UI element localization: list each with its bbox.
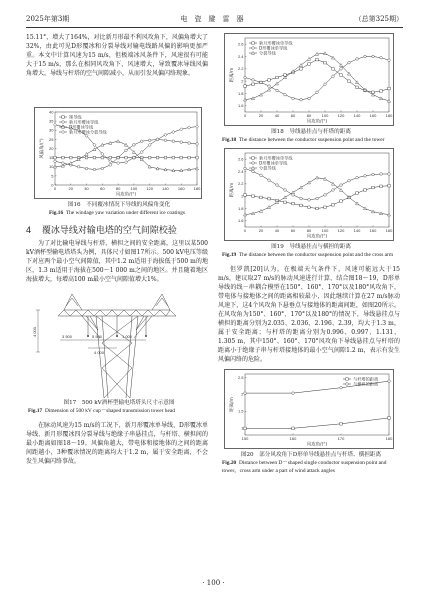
fig17-tower-diagram bbox=[26, 288, 208, 398]
fig19-data-point bbox=[291, 191, 294, 194]
section-title: 覆冰导线对输电塔的空气间隙校验 bbox=[41, 226, 177, 236]
fig16-data-point bbox=[164, 139, 167, 142]
fig18-ytick-label: 1.8 bbox=[237, 90, 244, 96]
fig18-data-point bbox=[324, 83, 327, 86]
fig16-legend-label: 新月形覆冰分裂导线 bbox=[69, 129, 107, 135]
section-number: 4 bbox=[26, 225, 32, 235]
fig16-data-point bbox=[172, 140, 175, 143]
fig16-data-point bbox=[172, 156, 175, 159]
fig16-data-point bbox=[109, 156, 112, 159]
fig17-caption-label: Fig.17 bbox=[28, 408, 43, 414]
fig19-data-point bbox=[268, 179, 271, 182]
fig19-data-point bbox=[276, 184, 279, 187]
left-column bbox=[26, 33, 208, 466]
fig18-data-point bbox=[331, 56, 334, 59]
fig18-data-point bbox=[251, 97, 254, 100]
fig18-data-point bbox=[268, 79, 271, 82]
fig16-data-point bbox=[180, 156, 183, 159]
section-heading bbox=[26, 223, 208, 236]
fig19-data-point bbox=[252, 195, 255, 198]
fig16-xtick-label: 0 bbox=[53, 186, 57, 191]
paragraph-1: 15.11°，增大了164%，对比新月形最不利风攻角下，风偏角增大了32%，由此可见D形覆冰和分裂导线对输电线路风偏的影响更加严重。本文中计算风速为15 m/s，但极端冰风条件下，风速很有可能大于15 m/s，那么在相同风攻角下，风速增大，导致覆冰导线风偏角增大，导线与杆塔的空气间隙减小，从而引发风偏闪络现象。 bbox=[26, 34, 208, 77]
fig16-data-point bbox=[109, 164, 112, 167]
fig19-data-point bbox=[308, 206, 311, 209]
fig19-data-point bbox=[340, 200, 343, 203]
fig16-xtick-label: 60 bbox=[100, 186, 105, 191]
fig16-xtick-label: 40 bbox=[84, 186, 89, 191]
fig18-caption-label: Fig.18 bbox=[222, 137, 237, 143]
fig16-data-point bbox=[156, 138, 159, 141]
page-header bbox=[26, 14, 403, 26]
fig16-data-point bbox=[125, 156, 128, 159]
fig18-xtick-label: 60 bbox=[290, 113, 296, 118]
fig16-data-point bbox=[53, 123, 56, 126]
fig20-data-point bbox=[244, 392, 247, 395]
fig20-data-point bbox=[340, 386, 343, 389]
fig16-xtick-label: 140 bbox=[162, 186, 169, 191]
fig19-ytick-label: 2.6 bbox=[237, 156, 244, 162]
fig19-xtick-label: 80 bbox=[306, 228, 312, 233]
fig20-xtick-label: 160 bbox=[289, 436, 297, 441]
fig19-data-point bbox=[355, 202, 358, 205]
fig18-data-point bbox=[388, 87, 391, 90]
fig18-xtick-label: 160 bbox=[369, 113, 377, 118]
fig19-xtick-label: 120 bbox=[337, 228, 345, 233]
fig18-data-point bbox=[332, 68, 335, 71]
fig18-legend-label: 新月形覆冰单导线 bbox=[259, 40, 293, 46]
fig18-xtick-label: 0 bbox=[243, 113, 247, 118]
fig16-xtick-label: 80 bbox=[115, 186, 121, 191]
fig19-data-point bbox=[371, 210, 374, 213]
fig18-legend-marker bbox=[252, 47, 255, 50]
fig18-data-point bbox=[260, 81, 263, 84]
fig16-data-point bbox=[195, 125, 198, 128]
fig16-data-point bbox=[124, 160, 127, 163]
fig19-data-point bbox=[372, 186, 375, 189]
issue-label: 2025年第3期 bbox=[26, 15, 70, 23]
fig20-series-line bbox=[245, 418, 389, 429]
fig20-caption-en bbox=[218, 459, 400, 475]
fig18-data-point bbox=[259, 93, 262, 96]
fig18-data-point bbox=[252, 79, 255, 82]
fig18-data-point bbox=[276, 89, 279, 92]
fig18-data-point bbox=[316, 58, 319, 61]
fig16-caption-zh: 图16 不同覆冰情况下导线的风偏角变化 bbox=[67, 202, 171, 208]
fig18-ytick-label: 2 bbox=[241, 78, 244, 84]
fig19-data-point bbox=[315, 176, 318, 179]
fig19-data-point bbox=[348, 179, 351, 182]
fig16-caption-label: Fig.16 bbox=[48, 210, 64, 216]
fig19-data-point bbox=[324, 194, 327, 197]
fig19-svg bbox=[225, 149, 395, 242]
fig20-xtick-label: 170 bbox=[337, 436, 345, 441]
fig18-caption-en bbox=[218, 136, 400, 144]
fig16-ytick-label: 30 bbox=[49, 127, 54, 133]
fig16-data-point bbox=[69, 162, 72, 165]
fig20-svg bbox=[225, 370, 395, 450]
fig19-data-point bbox=[244, 194, 247, 197]
fig19-ytick-label: 1.8 bbox=[237, 205, 244, 211]
fig19-data-point bbox=[308, 199, 311, 202]
fig20-ytick-label: 2.5 bbox=[237, 374, 244, 380]
fig18-chart bbox=[224, 33, 394, 126]
fig19-xtick-label: 20 bbox=[258, 228, 264, 233]
fig19-data-point bbox=[244, 167, 247, 170]
fig20-y-axis-label: 距离/m bbox=[230, 397, 235, 412]
fig17-dim-height: 4 000 bbox=[32, 326, 37, 337]
fig18-y-axis-label: 距离/m bbox=[230, 67, 235, 83]
fig20-chart bbox=[224, 369, 394, 449]
fig16-data-point bbox=[180, 128, 183, 131]
fig16-data-point bbox=[188, 156, 191, 159]
fig20-x-axis-label: 风攻角/(°) bbox=[306, 442, 328, 448]
fig20-ytick-label: 2 bbox=[241, 391, 244, 397]
fig16-ytick-label: 10 bbox=[49, 164, 54, 170]
fig18-data-point bbox=[300, 98, 303, 101]
fig18-data-point bbox=[268, 85, 271, 88]
fig18-data-point bbox=[292, 97, 295, 100]
fig19-data-point bbox=[316, 207, 319, 210]
fig16-ytick-label: 0 bbox=[51, 182, 54, 188]
fig16-data-point bbox=[93, 168, 96, 171]
fig19-data-point bbox=[259, 209, 262, 212]
fig18-data-point bbox=[300, 68, 303, 71]
page-number: · 100 · bbox=[202, 579, 225, 587]
fig20-data-point bbox=[388, 417, 391, 420]
fig16-data-point bbox=[133, 144, 136, 147]
fig19-data-point bbox=[388, 184, 391, 187]
fig18-xtick-label: 100 bbox=[321, 113, 329, 118]
fig19-data-point bbox=[292, 202, 295, 205]
fig19-xtick-label: 160 bbox=[369, 228, 377, 233]
fig18-data-point bbox=[348, 80, 351, 83]
fig19-data-point bbox=[300, 197, 303, 200]
fig18-xtick-label: 80 bbox=[306, 113, 312, 118]
fig19-data-point bbox=[283, 196, 286, 199]
fig20-data-point bbox=[388, 380, 391, 383]
fig18-data-point bbox=[252, 83, 255, 86]
fig18-data-point bbox=[244, 85, 247, 88]
fig19-chart bbox=[224, 148, 394, 241]
fig19-data-point bbox=[324, 206, 327, 209]
fig19-data-point bbox=[260, 196, 263, 199]
fig18-x-axis-label: 风攻角/(°) bbox=[306, 119, 328, 125]
fig16-data-point bbox=[93, 148, 96, 151]
fig18-xtick-label: 140 bbox=[353, 113, 361, 118]
fig18-data-point bbox=[364, 55, 367, 58]
fig19-y-axis-label: 距离/m bbox=[230, 182, 235, 198]
fig16-xtick-label: 120 bbox=[146, 186, 154, 191]
fig19-caption-en bbox=[218, 251, 400, 259]
fig19-xtick-label: 0 bbox=[243, 228, 247, 233]
fig18-data-point bbox=[316, 91, 319, 94]
fig18-series-line bbox=[245, 60, 389, 93]
fig19-data-point bbox=[332, 189, 335, 192]
fig16-svg bbox=[35, 108, 203, 200]
fig19-legend-label: 新月形覆冰单导线 bbox=[259, 155, 293, 161]
fig19-data-point bbox=[252, 170, 255, 173]
fig19-data-point bbox=[260, 174, 263, 177]
fig16-data-point bbox=[77, 165, 80, 168]
fig16-ytick-label: 15 bbox=[49, 155, 54, 161]
fig18-ytick-label: 1.6 bbox=[237, 103, 244, 109]
fig16-data-point bbox=[93, 156, 96, 159]
fig16-data-point bbox=[85, 167, 88, 170]
fig16-data-point bbox=[188, 142, 191, 145]
paragraph-2: 为了对比输电导线与杆塔、横担之间的安全距离，这里以某500 kV酒杯型输电塔塔头为例，具体尺寸如图17所示。500 kV电压等级下对应两个最小空气间隙值，其中1.2 m适用于海拔低于500 m的地区，1.3 m适用于海拔在500～1 000 m之间的地区。并且随着地区海拔增大，每增高100 m最小空气间隙值增大1%。 bbox=[26, 240, 208, 283]
fig16-data-point bbox=[148, 139, 151, 142]
fig16-caption-en bbox=[26, 209, 208, 217]
fig18-data-point bbox=[308, 97, 311, 100]
fig19-xtick-label: 60 bbox=[290, 228, 296, 233]
fig19-data-point bbox=[332, 204, 335, 207]
fig16-data-point bbox=[172, 130, 175, 133]
fig20-data-point bbox=[244, 427, 247, 430]
fig18-data-point bbox=[332, 75, 335, 78]
fig19-data-point bbox=[267, 206, 270, 209]
fig16-legend-marker bbox=[62, 116, 65, 119]
fig19-data-point bbox=[364, 175, 367, 178]
fig16-data-point bbox=[117, 161, 120, 164]
fig16-ytick-label: 35 bbox=[49, 118, 54, 124]
fig19-ytick-label: 1.6 bbox=[237, 218, 244, 224]
fig19-data-point bbox=[372, 173, 375, 176]
fig20-data-point bbox=[292, 427, 295, 430]
fig16-data-point bbox=[196, 143, 199, 146]
journal-name: 电 瓷 避 雷 器 bbox=[180, 15, 244, 23]
fig18-data-point bbox=[388, 59, 391, 62]
fig19-series-line bbox=[245, 168, 389, 200]
fig18-data-point bbox=[356, 58, 359, 61]
fig19-data-point bbox=[284, 189, 287, 192]
fig19-data-point bbox=[380, 173, 383, 176]
header-rule bbox=[26, 27, 403, 28]
fig18-data-point bbox=[276, 76, 279, 79]
fig17-dim-b: 5 500 bbox=[92, 334, 103, 339]
paragraph-3: 在脉动风速为15 m/s的工况下，新月形覆冰单导线、D形覆冰单导线、新月形覆冰四分裂导线与绝缘子串悬挂点，与杆塔、横担间的最小距离如图18～19。风偏角越大，带电体和接地体的之间的距离间距越小，3种覆冰情况的距离均大于1.2 m，属于安全距离，不会发生风偏闪络事故。 bbox=[26, 422, 208, 465]
fig18-data-point bbox=[348, 61, 351, 64]
fig16-data-point bbox=[196, 156, 199, 159]
fig18-data-point bbox=[324, 61, 327, 64]
fig19-data-point bbox=[300, 204, 303, 207]
fig20-ytick-label: 1.5 bbox=[237, 408, 244, 414]
fig16-legend-label: 裸导线 bbox=[69, 114, 82, 120]
fig16-xtick-label: 100 bbox=[130, 186, 138, 191]
fig20-ytick-label: 1 bbox=[241, 425, 244, 431]
fig16-caption-text: The windage yaw variation under different ice coatings bbox=[65, 210, 186, 216]
fig16-data-point bbox=[180, 141, 183, 144]
fig18-ytick-label: 2.2 bbox=[237, 66, 244, 72]
fig18-data-point bbox=[307, 57, 310, 60]
fig18-legend-marker bbox=[252, 42, 255, 45]
fig16-data-point bbox=[62, 156, 65, 159]
fig19-xtick-label: 100 bbox=[321, 228, 329, 233]
fig18-data-point bbox=[356, 86, 359, 89]
fig19-data-point bbox=[268, 197, 271, 200]
fig18-data-point bbox=[244, 76, 247, 79]
fig18-data-point bbox=[380, 90, 383, 93]
fig18-ytick-label: 2.6 bbox=[237, 41, 244, 47]
fig19-data-point bbox=[356, 192, 359, 195]
fig19-data-point bbox=[299, 186, 302, 189]
fig19-caption-zh: 图19 导线悬挂点与横担的距离 bbox=[271, 244, 351, 250]
fig19-caption-text: The distance between the conductor suspension point and the cross arm bbox=[238, 252, 394, 258]
fig18-data-point bbox=[340, 68, 343, 71]
fig19-legend-marker bbox=[252, 157, 255, 160]
fig18-data-point bbox=[340, 74, 343, 77]
right-column bbox=[218, 33, 400, 475]
fig20-legend-marker bbox=[346, 378, 349, 381]
fig18-xtick-label: 180 bbox=[385, 113, 393, 118]
fig16-data-point bbox=[188, 126, 191, 129]
fig19-data-point bbox=[388, 173, 391, 176]
fig17-dim-d: 4 000 bbox=[94, 350, 105, 355]
fig16-legend-marker bbox=[62, 121, 65, 124]
fig18-xtick-label: 20 bbox=[258, 113, 264, 118]
fig19-xtick-label: 180 bbox=[385, 228, 393, 233]
fig16-data-point bbox=[85, 156, 88, 159]
fig16-legend-marker bbox=[61, 130, 64, 133]
fig20-xtick-label: 180 bbox=[385, 436, 393, 441]
fig18-data-point bbox=[379, 97, 382, 100]
fig19-data-point bbox=[307, 181, 310, 184]
fig18-legend-label: 分裂导线 bbox=[259, 50, 276, 56]
fig16-data-point bbox=[117, 156, 120, 159]
fig19-data-point bbox=[292, 194, 295, 197]
fig19-series-line bbox=[245, 186, 389, 209]
fig16-data-point bbox=[164, 133, 167, 136]
fig16-data-point bbox=[85, 152, 88, 155]
fig16-data-point bbox=[69, 156, 72, 159]
fig17-dim-c: 1 000 bbox=[122, 334, 133, 339]
fig16-legend-label: D形覆冰导线 bbox=[69, 124, 94, 130]
fig20-xtick-label: 150 bbox=[241, 436, 249, 441]
fig16-data-point bbox=[124, 143, 127, 146]
fig16-ytick-label: 5 bbox=[51, 173, 54, 179]
fig16-x-axis-label: 风攻角/(°) bbox=[115, 192, 137, 198]
fig18-caption-zh: 图18 导线悬挂点与杆塔的距离 bbox=[271, 129, 351, 135]
fig16-y-axis-label: 风偏角/(°) bbox=[40, 138, 45, 159]
fig18-legend-label: D形覆冰单导线 bbox=[259, 45, 288, 51]
fig18-xtick-label: 40 bbox=[274, 113, 280, 118]
fig18-data-point bbox=[308, 63, 311, 66]
fig16-legend-label: 新月形覆冰导线 bbox=[69, 119, 99, 125]
fig16-xtick-label: 20 bbox=[68, 186, 74, 191]
fig19-data-point bbox=[356, 176, 359, 179]
total-issue-label: （总第325期） bbox=[354, 15, 403, 23]
fig19-data-point bbox=[316, 197, 319, 200]
fig16-data-point bbox=[101, 167, 104, 170]
fig19-legend-label: 分裂导线 bbox=[259, 165, 276, 171]
fig17-dim-a: 3 500 bbox=[62, 334, 73, 339]
fig16-data-point bbox=[195, 167, 198, 170]
fig19-data-point bbox=[380, 185, 383, 188]
fig19-data-point bbox=[363, 207, 366, 210]
fig17-caption-en bbox=[26, 407, 208, 415]
fig16-data-point bbox=[125, 149, 128, 152]
fig20-caption-text: Distance between D－shaped single conductor suspension point and tower，cross arm under a part of wind attack angles bbox=[222, 460, 387, 474]
fig16-ytick-label: 25 bbox=[49, 136, 54, 142]
fig18-data-point bbox=[380, 56, 383, 59]
fig16-xtick-label: 180 bbox=[193, 186, 201, 191]
fig19-x-axis-label: 风攻角/(°) bbox=[306, 234, 328, 240]
fig19-data-point bbox=[364, 189, 367, 192]
fig19-xtick-label: 140 bbox=[353, 228, 361, 233]
fig17-caption-text: Dimension of 500 kV cup－shaped transmission tower head bbox=[44, 408, 175, 414]
fig19-ytick-label: 2.4 bbox=[237, 168, 244, 174]
fig20-legend-label: 与横担的距离 bbox=[353, 381, 379, 387]
fig17-caption-zh: 图17 500 kV酒杯型输电塔塔头尺寸示意图 bbox=[63, 400, 175, 406]
fig16-data-point bbox=[54, 156, 57, 159]
fig18-xtick-label: 120 bbox=[337, 113, 345, 118]
fig19-xtick-label: 40 bbox=[274, 228, 280, 233]
fig18-svg bbox=[225, 34, 395, 127]
fig18-data-point bbox=[284, 93, 287, 96]
fig16-data-point bbox=[54, 160, 57, 163]
fig19-ytick-label: 2 bbox=[241, 193, 244, 199]
fig16-data-point bbox=[156, 156, 159, 159]
fig19-ytick-label: 2.2 bbox=[237, 181, 244, 187]
fig16-xtick-label: 160 bbox=[177, 186, 185, 191]
fig19-caption-label: Fig.19 bbox=[222, 252, 237, 258]
fig16-data-point bbox=[148, 156, 151, 159]
fig20-data-point bbox=[340, 422, 343, 425]
fig20-caption-label: Fig.20 bbox=[222, 460, 237, 466]
fig16-data-point bbox=[164, 156, 167, 159]
fig17-svg bbox=[26, 288, 208, 398]
fig16-ytick-label: 40 bbox=[49, 109, 54, 115]
fig16-data-point bbox=[101, 156, 104, 159]
fig19-data-point bbox=[340, 184, 343, 187]
fig20-legend-marker bbox=[346, 383, 349, 386]
fig19-data-point bbox=[331, 182, 334, 185]
fig18-caption-text: The distance between the conductor suspension point and the tower bbox=[238, 137, 385, 143]
fig16-chart bbox=[34, 107, 202, 199]
paragraph-4: 但罗凯[20]认为，在极端天气条件下，风速可能远大于15 m/s，建议取27 m/s的脉动风速进行计算，结合图18～19，D形单导线的线－串耦合模型在150°、160°、170°以及180°风攻角下，带电体与接地体之间的距离相较最小，因此继续计算在27 m/s脉动风速下，这4个风攻角下悬垂点与接地体的距离间距，如图20所示。在风攻角为150°、160°、170°以及180°的情况下，导线悬挂点与横担的距离分别为2.035、2.036、2.196、2.39，均大于1.3 m，属于安全距离；与杆塔的距离分别为0.996、0.997、1.131、1.305 m，其中150°、160°、170°风攻角下导线悬挂点与杆塔的距离小于绝缘子串与杆塔接地体的最小空气间隙1.2 m，表示有发生风偏闪络的危险。 bbox=[218, 266, 400, 363]
fig19-data-point bbox=[284, 201, 287, 204]
fig18-ytick-label: 2.4 bbox=[237, 53, 244, 59]
fig20-data-point bbox=[292, 392, 295, 395]
fig19-legend-marker bbox=[252, 162, 255, 165]
fig16-data-point bbox=[117, 140, 120, 143]
fig20-legend-label: 与杆塔的距离 bbox=[353, 376, 379, 382]
fig16-data-point bbox=[140, 140, 143, 143]
fig18-data-point bbox=[372, 55, 375, 58]
fig20-caption-zh: 图20 部分风攻角下D形单导线悬挂点与杆塔、横担距离 bbox=[240, 452, 382, 458]
fig19-legend-label: D形覆冰单导线 bbox=[259, 160, 288, 166]
fig16-ytick-label: 20 bbox=[49, 145, 54, 151]
